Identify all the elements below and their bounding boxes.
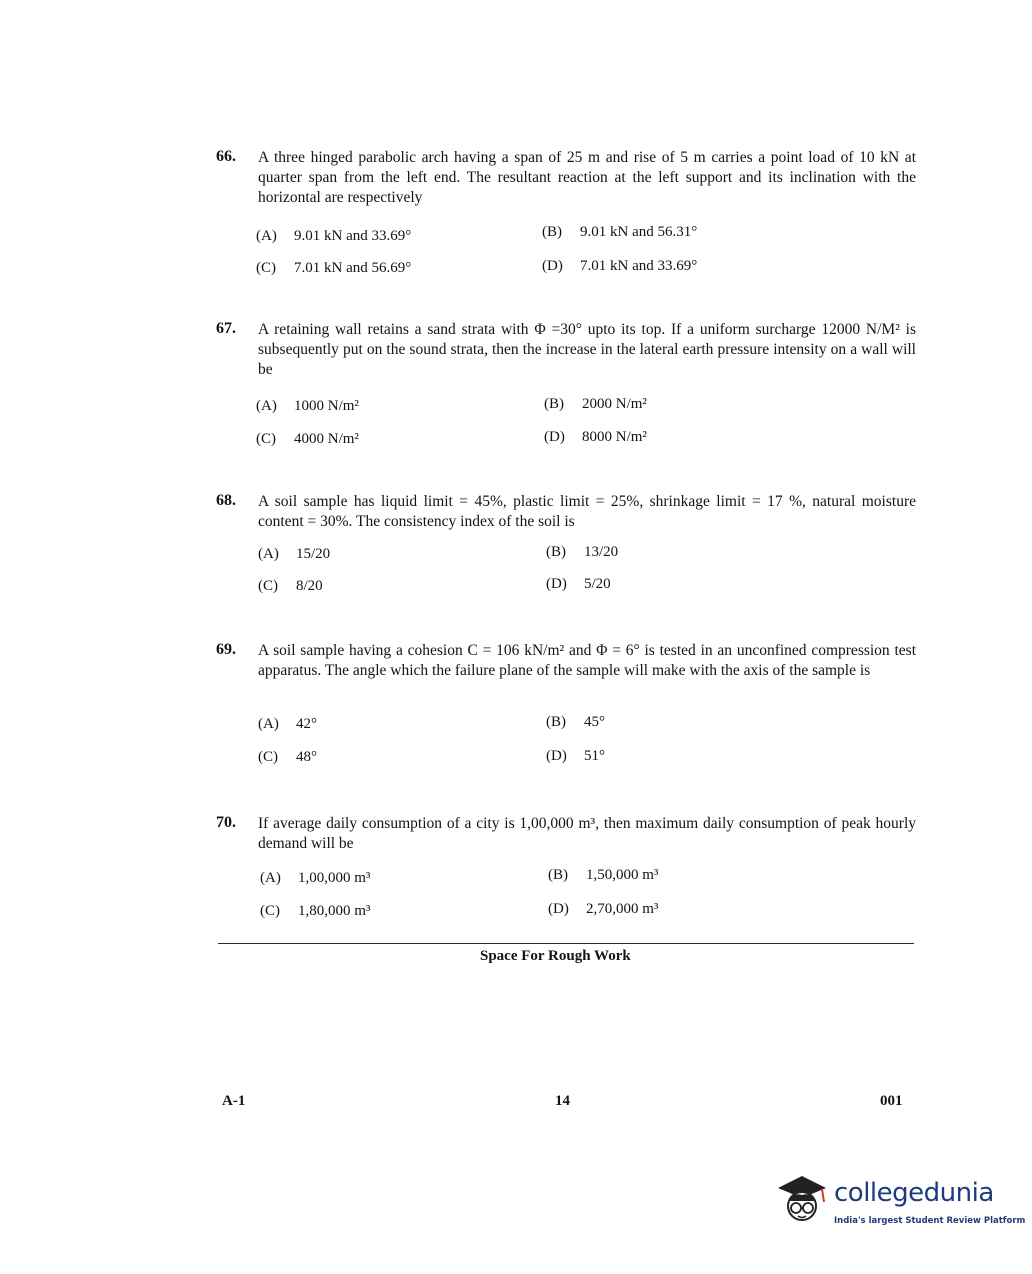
question-number: 69. bbox=[216, 641, 236, 658]
question-text: A three hinged parabolic arch having a span of 25 m and rise of 5 m carries a point load of 10 kN at quarter span from the left end. The resultant reaction at the left support and its inclination with the horizontal are respectively bbox=[258, 149, 916, 206]
option-text: 48° bbox=[296, 749, 317, 765]
option-a bbox=[256, 398, 359, 415]
option-text: 9.01 kN and 33.69° bbox=[294, 228, 412, 244]
option-label: (C) bbox=[256, 431, 276, 447]
option-a bbox=[258, 546, 330, 563]
option-text: 8000 N/m² bbox=[582, 429, 647, 445]
option-text: 42° bbox=[296, 716, 317, 732]
option-a bbox=[260, 870, 370, 887]
option-label: (C) bbox=[258, 578, 278, 594]
option-b bbox=[544, 396, 647, 413]
option-label: (B) bbox=[544, 396, 564, 412]
question-number: 67. bbox=[216, 320, 236, 337]
option-label: (A) bbox=[260, 870, 281, 886]
option-label: (D) bbox=[544, 429, 565, 445]
option-text: 45° bbox=[584, 714, 605, 730]
option-c bbox=[258, 578, 323, 595]
option-label: (D) bbox=[548, 901, 569, 917]
option-text: 7.01 kN and 56.69° bbox=[294, 260, 412, 276]
option-label: (A) bbox=[256, 228, 277, 244]
brand-name: collegedunia bbox=[834, 1178, 994, 1208]
option-d bbox=[546, 748, 605, 765]
option-label: (C) bbox=[260, 903, 280, 919]
option-text: 2000 N/m² bbox=[582, 396, 647, 412]
option-text: 9.01 kN and 56.31° bbox=[580, 224, 698, 240]
question-text: If average daily consumption of a city is 1,00,000 m³, then maximum daily consumption of peak hourly demand will be bbox=[258, 815, 916, 852]
question-text: A retaining wall retains a sand strata with Φ =30° upto its top. If a uniform surcharge 12000 N/M² is subsequently put on the sound strata, then the increase in the lateral earth pressure intensity on a wall will be bbox=[258, 321, 916, 378]
question-number: 68. bbox=[216, 492, 236, 509]
footer-right: 001 bbox=[880, 1093, 903, 1109]
option-text: 51° bbox=[584, 748, 605, 764]
option-c bbox=[260, 903, 370, 920]
option-text: 1,80,000 m³ bbox=[298, 903, 371, 919]
option-c bbox=[256, 431, 359, 448]
option-d bbox=[544, 429, 647, 446]
option-label: (A) bbox=[258, 546, 279, 562]
option-text: 7.01 kN and 33.69° bbox=[580, 258, 698, 274]
option-a bbox=[258, 716, 317, 733]
collegedunia-logo bbox=[772, 1168, 1026, 1238]
option-label: (C) bbox=[258, 749, 278, 765]
option-text: 4000 N/m² bbox=[294, 431, 359, 447]
option-label: (C) bbox=[256, 260, 276, 276]
option-label: (B) bbox=[546, 544, 566, 560]
option-b bbox=[546, 714, 605, 731]
option-label: (D) bbox=[546, 576, 567, 592]
option-b bbox=[546, 544, 618, 561]
divider-line bbox=[218, 943, 914, 944]
option-d bbox=[546, 576, 611, 593]
option-text: 1000 N/m² bbox=[294, 398, 359, 414]
option-label: (B) bbox=[546, 714, 566, 730]
option-text: 1,50,000 m³ bbox=[586, 867, 659, 883]
option-text: 1,00,000 m³ bbox=[298, 870, 371, 886]
footer-left: A-1 bbox=[222, 1093, 246, 1109]
option-d bbox=[542, 258, 697, 275]
option-text: 8/20 bbox=[296, 578, 323, 594]
option-label: (B) bbox=[542, 224, 562, 240]
option-label: (D) bbox=[546, 748, 567, 764]
option-d bbox=[548, 901, 658, 918]
mascot-icon bbox=[772, 1168, 832, 1238]
brand-tagline: India's largest Student Review Platform bbox=[834, 1216, 1026, 1226]
option-text: 13/20 bbox=[584, 544, 619, 560]
option-text: 15/20 bbox=[296, 546, 331, 562]
question-number: 70. bbox=[216, 814, 236, 831]
option-label: (B) bbox=[548, 867, 568, 883]
page-number: 14 bbox=[555, 1093, 570, 1109]
option-b bbox=[542, 224, 697, 241]
question-number: 66. bbox=[216, 148, 236, 165]
question-text: A soil sample having a cohesion C = 106 kN/m² and Φ = 6° is tested in an unconfined compression test apparatus. The angle which the failure plane of the sample will make with the axis of the sample is bbox=[258, 642, 916, 679]
option-text: 2,70,000 m³ bbox=[586, 901, 659, 917]
option-c bbox=[256, 260, 411, 277]
option-c bbox=[258, 749, 317, 766]
option-label: (D) bbox=[542, 258, 563, 274]
option-label: (A) bbox=[256, 398, 277, 414]
question-text: A soil sample has liquid limit = 45%, plastic limit = 25%, shrinkage limit = 17 %, natural moisture content = 30%. The consistency index of the soil is bbox=[258, 493, 916, 530]
option-label: (A) bbox=[258, 716, 279, 732]
option-a bbox=[256, 228, 411, 245]
option-text: 5/20 bbox=[584, 576, 611, 592]
option-b bbox=[548, 867, 658, 884]
rough-work-label: Space For Rough Work bbox=[480, 948, 631, 964]
